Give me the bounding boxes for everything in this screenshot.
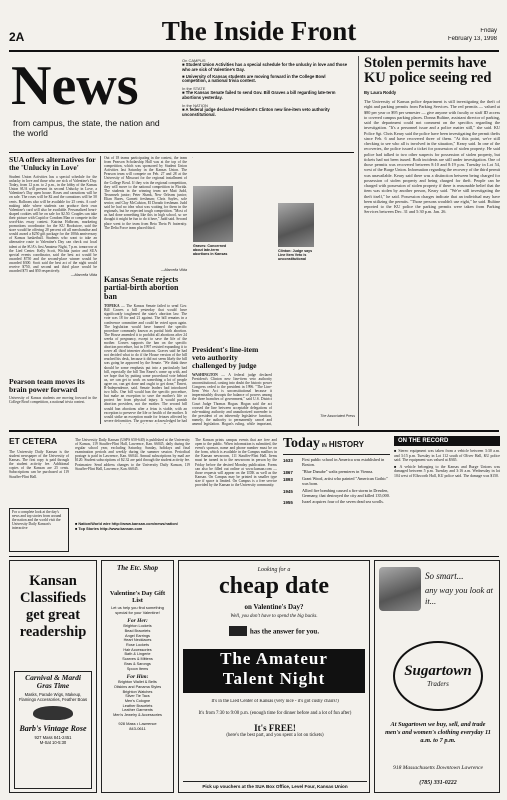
nation-world-link[interactable]: ■ Nation/World wire http://www.kansan.com/news/nation/ <box>75 522 178 526</box>
page-number: 2A <box>9 30 25 44</box>
web-callout <box>9 508 69 552</box>
mask-icon <box>33 706 73 720</box>
dateline: TOPEKA <box>104 304 120 309</box>
him-list <box>105 680 170 718</box>
history-list <box>283 458 390 505</box>
headline: President's line-item veto authority challenged by judge <box>192 346 259 370</box>
sugartown-brand: Sugartown <box>404 663 472 679</box>
veto-article <box>192 346 272 426</box>
history-text: Israel acquires four of the seven dead sea scrolls. <box>302 499 384 505</box>
sugartown-ad <box>374 560 500 793</box>
section-rule <box>9 430 499 432</box>
veto-continued <box>277 156 355 426</box>
gift-item: Bath & Lingerie <box>124 652 151 657</box>
sugartown-body: At Sugartown we buy, sell, and trade men's and women's clothing everyday 11 a.m. to 7 p.m. <box>385 721 491 744</box>
history-year: 1955 <box>283 500 293 506</box>
talent-title-block <box>183 649 365 693</box>
sugartown-line1: So smart... <box>425 571 464 581</box>
article-body: TOPEKA — The Kansas Senate failed to send Gov. Bill Graves a bill yesterday that would have significantly toughened the state's abortion law. The vote was 18 for and 21 against. The bill remains in a conference committee and could be voted upon again. The legislation would have banned the specific procedure commonly known as partial birth abortion. The House amended it to prohibit all abortions after 24 weeks of pregnancy, except to save the life of the mother. Graves supports the ban on the specific abortion procedure, but in 1997 resisted expanding it to cover all third trimester abortions. Graves said he had not decided what to do if the House version of the bill reached his desk, because it did not seem likely the bill was going be approved by the Senate. "We think there should be some emphasis put into a particularly bad bill, especially the bill Tim Emert's come up with, and we hope that by putting some procedural vote behind us, we can get to work on something a lot of people agree on, can get done and ought to get done," Emert, R-Independence, said. Senate leaders had introduced two bills. One bill would ban the specific procedure, but make an exception to save the mother's life or protect her from physical injury. It would punish abortion providers, not the mother. The second bill would ban abortions after a fetus is viable, with an exception to preserve the life or health of the mother. It would strike an exception made for fetuses affected by severe deformities. The governor acknowledged he had <box>104 304 187 424</box>
etc-shop-address: 928 Mass • Lawrence <box>118 720 157 726</box>
news-heading: News <box>11 56 139 116</box>
web-label: For a complete look at the day's news and top stories from around the nation and the world visit the University Daily Kansan's interactive <box>12 510 62 531</box>
top-stories-link[interactable]: ■ Top Stories http://www.kansan.com <box>75 527 143 531</box>
article-body: The University of Kansas police department is still investigating the theft of eight and parking permits from Parking Services. The red permits — valued at $80 per year or $95 per semester — give anyone with faculty or staff ID access to covered campus parking places. Donna Bultine, assistant director of parking, said the department could not comment on the specifics regarding the investigation. "It's a personnel issue and a police matter still," she said. KU Police Sgt. Chris Keary said the police have been investigating the permit thefts since Feb. 6 and have recovered three of them. "At this point, we're still checking to see who all is involved in the situation," Keary said. In one of the recoveries, the police issued a ticket for possession of stolen property. He said police had talked to two other suspects for possession of stolen property, but tickets had not been issued. Both incidents are still under investigation. One of those permits was recovered between 8:10 and 8:19 p.m. Tuesday in Lot 54, west of the Burge Union. Information regarding the recovery of the third permit was unavailable. Keary said there was a distinction between being charged for possession of stolen property and being charged for theft. People can be charged with possession of stolen property if there is reasonable belief that the item was stolen by another person, Keary said. "We're still investigating the theft itself," he said. Possession charges indicate that an individual may have been utilizing the permits. "Those persons wouldn't use eight," he said. Bultine reported to the KU police the parking permits were taken from Parking Services between Dec. 31 and 5:30 p.m. Jan. 26. <box>364 99 500 215</box>
sugartown-line2: any way you look at it... <box>425 585 493 606</box>
photo-caption: Clinton: Judge says Line Item Veto is unconstitutional <box>278 249 313 262</box>
senate-continued <box>192 156 272 170</box>
article-continuation <box>317 156 355 248</box>
gift-item: Silver Tie Tacs <box>125 694 150 699</box>
header-rule <box>9 50 499 52</box>
news-items <box>182 58 350 140</box>
sugartown-brand-sub: Traders <box>427 680 449 688</box>
history-year: 1867 <box>283 469 293 475</box>
history-word: HISTORY <box>328 440 364 449</box>
gift-item: Spoon Items <box>126 666 149 671</box>
section-rule <box>9 556 499 557</box>
history-today: Today <box>283 436 320 451</box>
article-body: University of Kansas students are moving forward in the College Bowl competition, a national trivia contest. <box>9 395 97 405</box>
header-day: Friday <box>480 28 497 34</box>
news-item: ■ Student Union Activities has a special schedule for the unlucky in love and those who are sick of Valentine's Day. <box>182 62 348 72</box>
headline: Pearson team moves its brain power forward <box>9 378 85 394</box>
talent-answer: has the answer for you. <box>249 627 320 636</box>
talent-question: Well, you don't have to spend the big bucks. <box>230 614 318 619</box>
column-divider <box>358 56 359 426</box>
on-record-box <box>394 436 500 554</box>
history-text: Grant Wood, artist who painted "American Gothic" was born. <box>302 475 388 486</box>
article-body: Out of 18 teams participating in the contest, the team from Pearson Scholarship Hall was at the top of the competition, which was sponsored by Student Union Activities last Saturday in the Kansas Union. The Pearson team will compete on Feb. 27 and 28 at the University of Missouri for the regional installment of the College Bowl. If they win the regional competition, they will move to the national competition in Florida. The students in the winning team are Matt Judd, Tecumseh junior; Peter Shank, New Orleans junior; Elian Bures, Garnett freshman; Chris Sayles, sole senior; and Clay McCalston, El Dorado freshman. Judd said he had no idea what was waiting for them in the regionals, but he expected tough competition. "Most of us had done something like this in high school, so we thought it might be fun to do it here," Judd said. Second place went to the team from Beta Theta Pi fraternity. The Delta Force team placed third. <box>104 156 187 230</box>
gift-item: Hair Accessories <box>123 647 152 652</box>
history-year: 1945 <box>283 488 293 494</box>
history-entry <box>283 458 390 468</box>
sugartown-phone: (785) 331-0222 <box>419 780 457 786</box>
history-year: 1633 <box>283 458 293 463</box>
her-list <box>105 624 170 671</box>
talent-subline: on Valentine's Day? <box>244 603 304 611</box>
gift-item: Brighton Wallet & Belts <box>118 680 157 685</box>
news-subhead: from campus, the state, the nation and the world <box>13 118 160 138</box>
shop-address: 927 Mass 841-2451 <box>34 735 72 740</box>
etc-shop-logo: The Etc. Shop <box>116 564 159 572</box>
gift-item: Angel Earrings <box>125 633 150 638</box>
graves-caption <box>193 244 233 257</box>
talent-answer-row <box>179 622 369 640</box>
etc-shop-headline: Valentine's Day Gift List <box>109 590 166 604</box>
gift-item: Heart Necklaces <box>123 638 152 643</box>
corner-sub: Masks, Parade Wigs, Makeup, Flamingo Accessories, Feather Boas <box>18 692 88 702</box>
gift-item: Scarves & Mittens <box>122 657 153 662</box>
talent-looking: Looking for a <box>257 567 291 573</box>
dateline: WASHINGTON <box>192 372 218 377</box>
shop-hours: M-Sat 10-5:30 <box>39 740 67 745</box>
byline: By Laura Roddy <box>364 90 397 95</box>
for-her-heading: For Her: <box>127 618 148 625</box>
gift-item: Bead Bracelets <box>124 628 151 633</box>
talent-night-ad <box>178 560 370 793</box>
history-entry <box>283 489 390 499</box>
classifieds-title: Kansan Classifieds get great readership <box>19 573 87 640</box>
article-body: Student Union Activities has a special schedule for the unlucky in love and those who are sick of Valentine's Day. Today, from 12 p.m. to 2 p.m., in the lobby of the Kansas Union SUA will present its second Unlucky in Love, a Valentine's Day open house. Roses and carnations will be on sale. The roses will be $2 and the carnations will be 50 cents. Balloons also will be available for 25 cents. A card-making table where students can produce their own Valentine's card will also be available. Personalized heart-shaped cookies will be on sale for $2.50. Couples can take their picture with Cupid or Condom Man or compete in the word-kiss essay contest. Katrina Holbrom, marketing promotions coordinator for the KU Bookstore, said the store would be offering 20 percent off all merchandise and would award a $250 gift package for the 100th anniversary of Kansas basketball. Students who want to take an alternative route to Valentine's Day can check out local talent at the SUA's first Amateur Night, 7 p.m. tomorrow at the Lied Center. Kelly Scott, Wichita junior and SUA special events coordinator, said the best act would be awarded $750 and the second-place winner would be awarded $300. Scott said the best act of the night would receive $750, and second and third place would be awarded $75 and $50 respectively. <box>9 174 97 274</box>
byline: —Marcella Vilda <box>160 268 187 272</box>
etc-shop-ad <box>101 560 174 793</box>
history-entry <box>283 470 390 475</box>
talent-free: It's FREE! <box>254 723 296 733</box>
news-item: ■ A federal judge declared President's Clinton new line-item veto authority unconstitutional. <box>182 106 330 117</box>
corner-title: Carnival & Mardi Gras Time <box>25 673 81 690</box>
pearson-article <box>9 378 97 426</box>
byline: —Marcella Vilda <box>70 273 97 278</box>
talent-title-top: The Amateur <box>220 649 328 668</box>
gift-item: Brighton Watches <box>122 689 153 694</box>
news-label-nation: In the NATION <box>182 102 208 108</box>
column-divider <box>100 156 101 424</box>
gift-item: Brighton Lockets <box>123 624 152 629</box>
et-cetera-text: The University Daily Kansan is the student newspaper of the University of Kansas. The first copy is paid through the student activity fee. Additional copies of the Kansan are 25 cents. Subscriptions can be purchased at 119 Stauffer-Flint Hall. <box>9 450 69 479</box>
stolen-permits-article <box>364 56 500 426</box>
classifieds-ad <box>9 560 97 793</box>
history-entry <box>283 500 390 505</box>
web-links <box>75 522 190 532</box>
history-text: "Blue Danube" waltz premieres in Vienna. <box>302 468 374 474</box>
page-header <box>9 10 499 50</box>
talent-footer: Pick up vouchers at the SUA Box Office, Level Four, Kansas Union <box>183 781 367 789</box>
senate-text: The Kansas Senate failed to send Gov. Bill Graves a bill yesterday that would have significantly toughened the state's abortion law. The vote was 18 for and 21 against. The bill remains in a conference committee and could be voted upon again. The legislation would have banned the specific procedure commonly known as partial birth abortion. The House amended it to prohibit all abortions after 24 weeks of pregnancy, except to save the life of the mother. Graves supports the ban on the specific abortion procedure, but in 1997 resisted expanding it to cover all third trimester abortions. Graves said he had not decided what to do if the House version of the bill reached his desk, because it did not seem likely the bill was going be approved by the Senate. "We think there should be some emphasis put into a particularly bad bill, especially the bill Tim Emert's come up with, and we hope that by putting some procedural vote behind us, we can get to work on something a lot of people agree on, can get done and ought to get done," Emert, R-Independence, said. Senate leaders had introduced two bills. One bill would ban the specific procedure, but make an exception to save the mother's life or protect her from physical injury. It would punish abortion providers, not the mother. The second bill would ban abortions after a fetus is viable, with an exception to preserve the life or health of the mother. It would strike an exception made for fetuses affected by severe deformities. The governor acknowledged he had <box>104 304 187 423</box>
header-date: February 13, 1998 <box>447 36 497 42</box>
talent-free-sub: (here's the best part, and you spent a lot on tickets) <box>226 733 324 738</box>
sua-article <box>9 156 97 376</box>
gift-item: Rose Lockets <box>125 643 149 647</box>
senate-article <box>104 276 187 424</box>
mardi-gras-ad <box>14 671 92 789</box>
news-item: ■ The Kansas Senate failed to send Gov. Bill Graves a bill regarding late-term abortions yesterday. <box>182 90 336 100</box>
talent-headline: cheap date <box>219 573 329 599</box>
on-campus-policy: The Kansan prints campus events that are free and open to the public. When information is submitted, the event's sponsor, name and phone number must be on the form, which is available in the Campus mailbox in the Kansan newsroom, 111 Stauffer-Flint Hall. Items must be turned in to the newsroom in person by the Friday before the desired Monday publication. Forms can also be filled out online at www.kansan.com — those requests will appear on the UDK as well as the Kansan. On Campus may be printed in smaller type size if space is limited. On Campus is a free service provided by the Kansan to the University community. <box>195 438 277 488</box>
et-cetera-box <box>9 436 279 554</box>
section-rule <box>9 152 354 153</box>
news-label-state: In the STATE <box>182 86 206 92</box>
gift-item: Men's Jewelry & Accessories <box>113 713 162 718</box>
etc-shop-phone: 843-0611 <box>129 725 146 731</box>
news-banner <box>9 56 174 148</box>
history-box <box>283 436 390 554</box>
sua-logo-icon <box>229 626 247 636</box>
glasses-photo <box>379 567 421 611</box>
record-item: ■ Stereo equipment was taken from a vehicle between 3:30 a.m. and 3:15 p.m. Tuesday in Lot 112 south of Oliver Hall, KU police said. The equipment was valued at $365. <box>394 449 500 463</box>
publication-info: The University Daily Kansan (USPS 650-640) is published at the University of Kansas, 119 Stauffer-Flint Hall, Lawrence, Kan. 66045, daily during the regular school year, excluding Saturday, Sunday, holidays and final examination periods and weekly during the summer session. Periodical postage is paid in Lawrence, Kan. 66044. Annual subscriptions by mail are $120. Student subscriptions of $2.32 are paid through the student activity fee. Postmaster: Send address changes to the University Daily Kansan, 119 Stauffer-Flint Hall, Lawrence, Kan. 66045. <box>75 438 190 471</box>
veto-text: A federal judge declared President's Clinton new line-item veto authority unconstitutional, casting into doubt the historic power Congress ceded to the president in 1996. "The Line-Item Veto Act is unconstitutional because it impermissibly disrupts the balance of powers among the three branches of government," said U.S. District Court Judge Thomas Hogan. Hogan said the act crossed the line between acceptable delegations of rule-making authority and unauthorized surrender to the president of an inherently legislative function, namely, the authority to permanently cancel and amend legislation. Hogan's ruling, while important, <box>192 372 272 426</box>
continuation-marker: · <box>192 156 194 160</box>
history-in: IN <box>321 443 327 449</box>
history-heading <box>283 436 390 455</box>
byline: The Associated Press <box>320 414 355 418</box>
record-item: ■ A vehicle belonging to the Kansas and Burge Unions was damaged between 5 p.m. Tuesday and 3:16 a.m. Wednesday in lot 104 west of Ellsworth Hall, KU police said. The damage was $150. <box>394 464 500 478</box>
sugartown-address: 918 Massachusetts Downtown Lawrence <box>393 765 483 771</box>
page-title: The Inside Front <box>161 16 357 46</box>
etc-shop-tagline: Let us help you find something special for your Valentine! <box>111 605 164 615</box>
talent-desc: It's in the Lied Center of Kansas (very nice - it's got cushy chairs!) <box>211 699 339 704</box>
et-cetera-heading: ET CETERA <box>9 436 58 446</box>
graves-photo <box>193 186 233 242</box>
gift-item: Leather Garments <box>122 708 153 713</box>
gift-item: Bras & Sarongs <box>124 661 151 666</box>
news-item: ■ University of Kansas students are moving forward in the College Bowl competition, a national trivia contest. <box>182 73 326 84</box>
gift-item: Leather Bracelets <box>122 703 153 708</box>
gift-item: Men's Cologne <box>124 699 151 704</box>
on-record-heading: ON THE RECORD <box>394 436 500 446</box>
news-label-campus: On CAMPUS <box>182 58 206 63</box>
article-body: WASHINGTON — A federal judge declared President's Clinton new line-item veto authority unconstitutional, casting into doubt the historic power Congress ceded to the president in 1996. "The Line-Item Veto Act is unconstitutional because it impermissibly disrupts the balance of powers among the three branches of government," said U.S. District Court Judge Thomas Hogan. Hogan said the act crossed the line between acceptable delegations of rule-making authority and unauthorized surrender to the president of an inherently legislative function, namely, the authority to permanently cancel and amend legislation. Hogan's ruling, while important, <box>192 373 272 426</box>
bowl-article <box>104 156 187 276</box>
talent-details <box>185 699 365 739</box>
sugartown-logo <box>393 641 483 711</box>
for-him-heading: For Him: <box>126 674 149 681</box>
headline: Stolen permits have KU police seeing red <box>364 56 492 86</box>
history-text: First public school in America was established in Boston. <box>302 457 385 467</box>
history-year: 1893 <box>283 476 293 482</box>
headline: SUA offers alternatives for the 'Unlucky in Love' <box>9 156 96 172</box>
shop-name: Barb's Vintage Rose <box>19 724 87 733</box>
talent-time: It's from 7:30 to 9:00 p.m. (enough time for dinner before and a lot of fun after) <box>198 711 352 716</box>
gift-item: Oilskins and Panama Styles <box>113 684 162 689</box>
photo-caption: Graves: Concerned about late-term abortions in Kansas <box>193 244 228 257</box>
history-text: Allied fire bombing caused a fire storm in Dresden, Germany, that destroyed the city and killed 135,000. <box>302 487 390 498</box>
history-entry <box>283 477 390 487</box>
headline: Kansas Senate rejects partial-birth abortion ban <box>104 276 179 301</box>
talent-title-bottom: Talent Night <box>222 669 326 688</box>
